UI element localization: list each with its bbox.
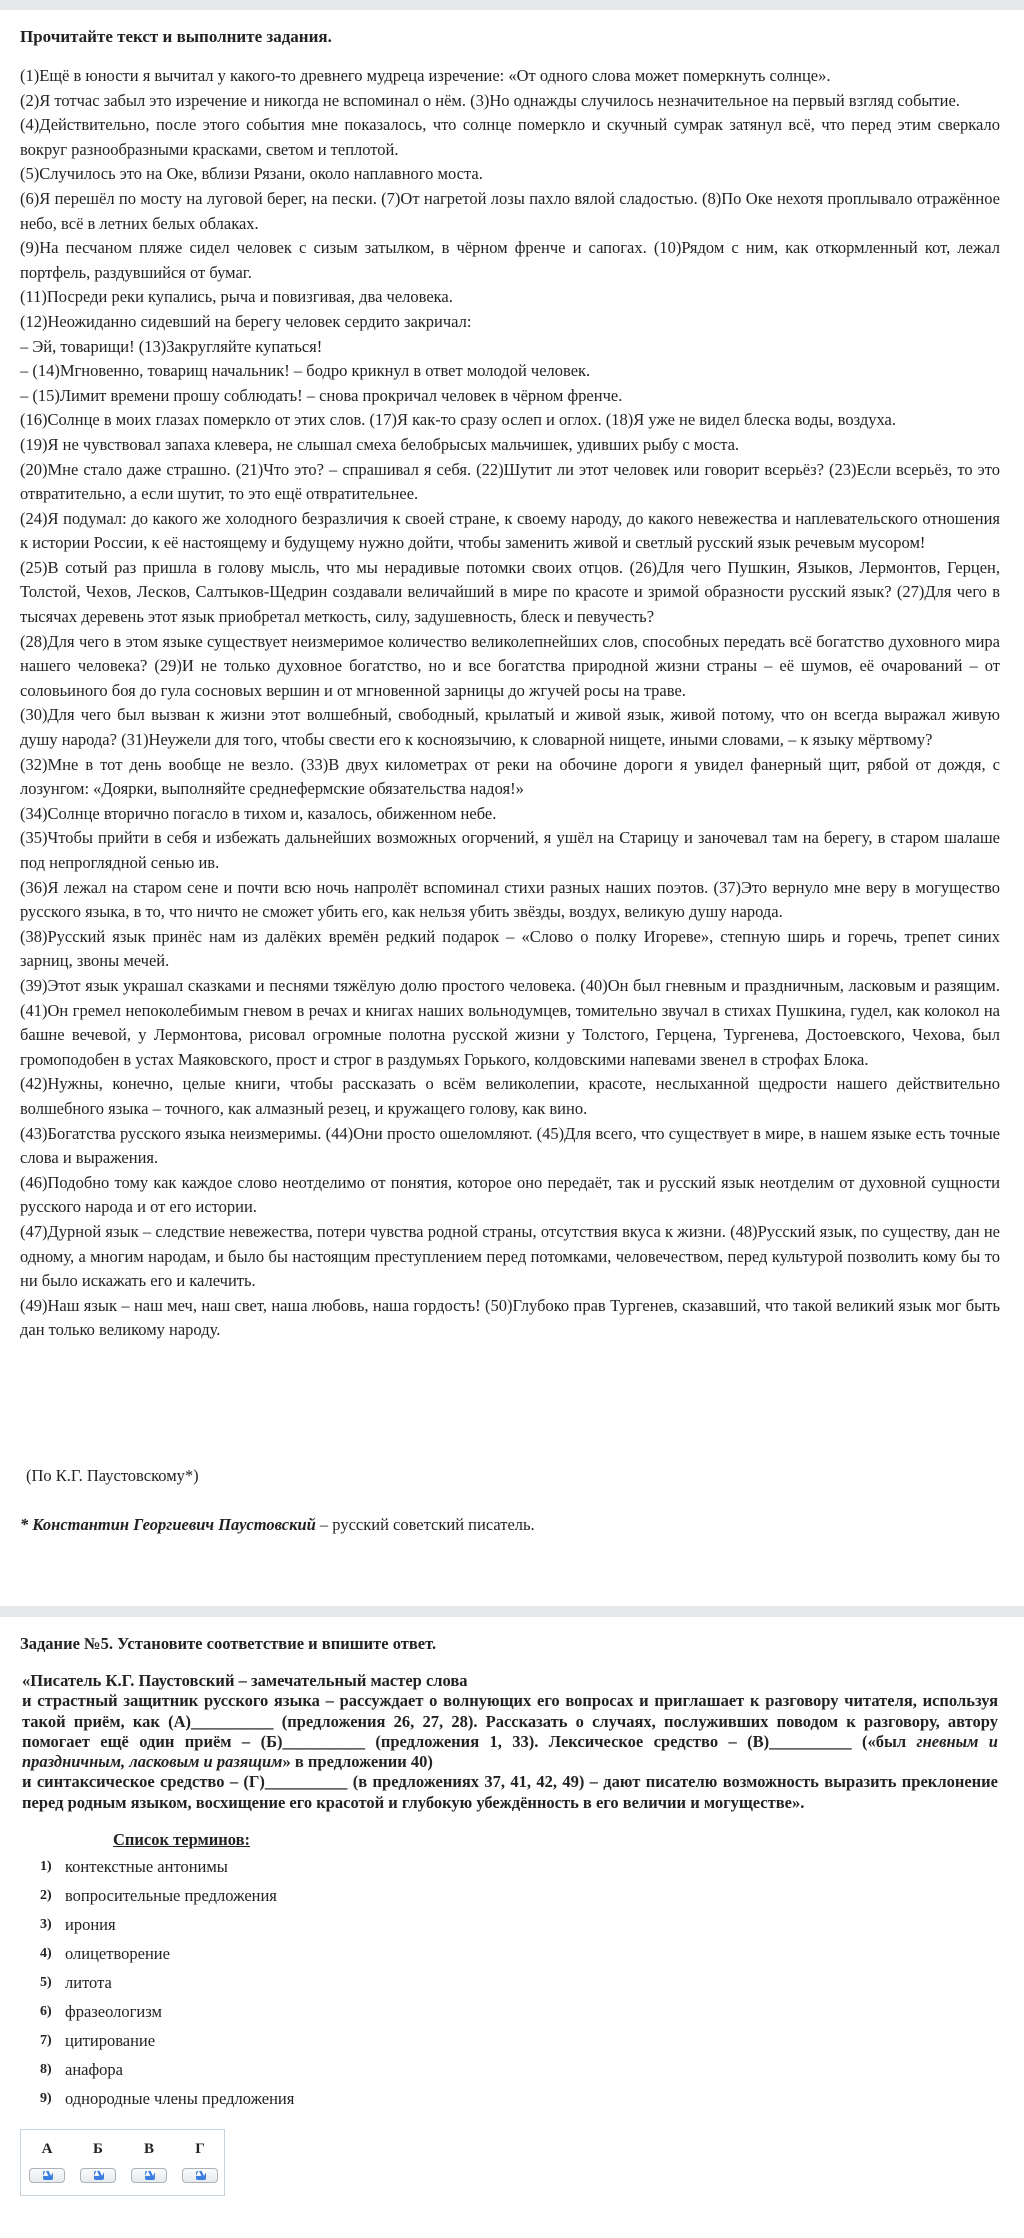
term-number: 8)	[40, 2062, 52, 2077]
answer-letter: А	[41, 2141, 53, 2157]
footnote	[20, 1515, 535, 1535]
text-paragraph: (2)Я тотчас забыл это изречение и никогда не вспоминал о нём. (3)Но однажды случилось незначительное на первый взгляд событие.	[20, 90, 960, 110]
text-paragraph: (5)Случилось это на Оке, вблизи Рязани, около наплавного моста.	[20, 164, 483, 184]
answer-letter: В	[143, 2141, 154, 2157]
text-paragraph: – (14)Мгновенно, товарищ начальник! – бодро крикнул в ответ молодой человек.	[20, 361, 591, 381]
answer-select[interactable]	[182, 2168, 218, 2183]
footnote-text: – русский советский писатель.	[315, 1515, 535, 1534]
text-paragraph: (28)Для чего в этом языке существует неизмеримое количество великолепнейших слов, способных передать всё богатство духовного мира нашего человека? (29)И не только духовное богатство, но и все богатства природной жизни страны – её шумов, её очарований – от соловьиного боя до гула сосновых вершин и от мгновенной зарницы до жгучей росы на траве.	[20, 631, 1000, 700]
term-label: фразеологизм	[65, 2002, 162, 2021]
term-label: литота	[65, 1973, 112, 1992]
term-item	[40, 1915, 294, 1944]
term-number: 1)	[40, 1859, 52, 1874]
term-number: 9)	[40, 2091, 52, 2106]
term-item	[40, 2060, 294, 2089]
term-item	[40, 2031, 294, 2060]
text-paragraph: – Эй, товарищи! (13)Закругляйте купаться!	[20, 336, 323, 356]
text-paragraph: (34)Солнце вторично погасло в тихом и, казалось, обиженном небе.	[20, 803, 497, 823]
text-paragraph: (49)Наш язык – наш меч, наш свет, наша любовь, наша гордость! (50)Глубоко прав Тургенев, сказавший, что такой великий язык мог быть дан только великому народу.	[20, 1295, 1000, 1340]
term-label: цитирование	[65, 2031, 156, 2050]
term-label: олицетворение	[65, 1944, 170, 1963]
term-label: однородные члены предложения	[65, 2089, 295, 2108]
task5-line-2-text: и страстный защитник русского языка – рассуждает о волнующих его вопросах и приглашает к разговору читателя, используя такой приём, как (А)__________ (предложения 26, 27, 28). Рассказать о случаях, послуживших поводом к разговору, автору помогает ещё один приём – (Б)__________ (предложения 1, 33). Лексическое средство – (В)__________ («был	[22, 1691, 998, 1751]
term-item	[40, 1944, 294, 1973]
reading-text	[20, 64, 1000, 1343]
task-header: Прочитайте текст и выполните задания.	[20, 27, 332, 46]
term-number: 5)	[40, 1975, 52, 1990]
text-paragraph: – (15)Лимит времени прошу соблюдать! – снова прокричал человек в чёрном френче.	[20, 385, 623, 405]
answer-select[interactable]	[80, 2168, 116, 2183]
term-number: 3)	[40, 1917, 52, 1932]
text-paragraph: (24)Я подумал: до какого же холодного безразличия к своей стране, к своему народу, до какого невежества и наплевательского отношения к истории России, к её настоящему и будущему нужно дойти, чтобы заменить живой и светлый русский язык речевым мусором!	[20, 508, 1000, 553]
task5-line-3: и синтаксическое средство – (Г)__________ (в предложениях 37, 41, 42, 49) – дают писателю возможность выразить преклонение перед родным языком, восхищение его красотой и глубокую убеждённость в его величии и могуществе».	[22, 1772, 998, 1812]
text-paragraph: (20)Мне стало даже страшно. (21)Что это? – спрашивал я себя. (22)Шутит ли этот человек или говорит всерьёз? (23)Если всерьёз, то это отвратительно, а если шутит, то это ещё отвратительнее.	[20, 459, 1000, 504]
text-paragraph: (25)В сотый раз пришла в голову мысль, что мы нерадивые потомки своих отцов. (26)Для чего Пушкин, Языков, Лермонтов, Герцен, Толстой, Чехов, Лесков, Салтыков-Щедрин создавали величайший в мире по красоте и зримой образности русский язык? (27)Для чего в тысячах деревень этот язык приобретал меткость, силу, задушевность, блеск и певучесть?	[20, 557, 1000, 627]
answer-column	[78, 2138, 118, 2183]
term-number: 4)	[40, 1946, 52, 1961]
text-paragraph: (12)Неожиданно сидевший на берегу человек сердито закричал:	[20, 311, 472, 331]
text-paragraph: (1)Ещё в юности я вычитал у какого-то древнего мудреца изречение: «От одного слова может померкнуть солнце».	[20, 66, 831, 85]
task5-line-2	[22, 1691, 998, 1772]
text-paragraph: (46)Подобно тому как каждое слово неотделимо от понятия, которое оно передаёт, так и русский язык неотделим от духовной сущности русского народа и от его истории.	[20, 1172, 1000, 1217]
text-paragraph: (35)Чтобы прийти в себя и избежать дальнейших возможных огорчений, я ушёл на Старицу и заночевал там на берегу, в старом шалаше под непроглядной сенью ив.	[20, 828, 1000, 872]
task5-line-1: «Писатель К.Г. Паустовский – замечательный мастер слова	[22, 1671, 468, 1690]
term-item	[40, 2002, 294, 2031]
text-paragraph: (11)Посреди реки купались, рыча и повизгивая, два человека.	[20, 287, 453, 307]
text-paragraph: (32)Мне в тот день вообще не везло. (33)В двух километрах от реки на обочине дороги я увидел фанерный щит, рябой от дождя, с лозунгом: «Доярки, выполняйте среднефермские обязательства надоя!»	[20, 754, 1000, 799]
text-paragraph: (43)Богатства русского языка неизмеримы. (44)Они просто ошеломляют. (45)Для всего, что существует в мире, в нашем языке есть точные слова и выражения.	[20, 1123, 1000, 1168]
answer-select[interactable]	[131, 2168, 167, 2183]
text-paragraph: (6)Я перешёл по мосту на луговой берег, на пески. (7)От нагретой лозы пахло вялой сладостью. (8)По Оке нехотя проплывало отражённое небо, всё в летних белых облаках.	[20, 188, 1000, 233]
updown-arrows-icon: ▲▼	[196, 2171, 206, 2180]
answer-letter: Г	[195, 2141, 205, 2157]
answer-select[interactable]	[29, 2168, 65, 2183]
term-label: контекстные антонимы	[65, 1857, 228, 1876]
term-number: 7)	[40, 2033, 52, 2048]
text-paragraph: (39)Этот язык украшал сказками и песнями тяжёлую долю простого человека. (40)Он был гневным и праздничным, ласковым и разящим. (41)Он гремел непоколебимым гневом в речах и книгах наших вольнодумцев, томительно звучал в стихах Пушкина, гудел, как колокол на башне вечевой, у Лермонтова, рисовал огромные полотна русской жизни у Толстого, Герцена, Тургенева, Достоевского, Чехова, был громоподобен в устах Маяковского, прост и строг в раздумьях Горького, колдовскими напевами звенел в строфах Блока.	[20, 975, 1000, 1069]
term-number: 6)	[40, 2004, 52, 2019]
footnote-author: * Константин Георгиевич Паустовский	[20, 1515, 316, 1534]
text-paragraph: (19)Я не чувствовал запаха клевера, не слышал смеха белобрысых мальчишек, удивших рыбу с моста.	[20, 434, 740, 454]
text-paragraph: (9)На песчаном пляже сидел человек с сизым затылком, в чёрном френче и сапогах. (10)Рядом с ним, как откормленный кот, лежал портфель, раздувшийся от бумаг.	[20, 238, 1000, 282]
task5-quote: гневным и праздничным, ласковым и разящим	[22, 1731, 998, 1772]
text-paragraph: (47)Дурной язык – следствие невежества, потери чувства родной страны, отсутствия вкуса к жизни. (48)Русский язык, по существу, дан не одному, а многим народам, и было бы настоящим преступлением перед потомками, человечеством, перед культурой позволить кому бы то ни было искажать его и калечить.	[20, 1221, 1000, 1291]
term-item	[40, 1857, 294, 1886]
text-paragraph: (4)Действительно, после этого события мне показалось, что солнце померкло и скучный сумрак затянул всё, что перед этим сверкало вокруг разнообразными красками, светом и теплотой.	[20, 115, 1000, 159]
answer-table	[20, 2129, 225, 2196]
term-item	[40, 2089, 294, 2118]
answer-column	[27, 2138, 67, 2183]
text-source: (По К.Г. Паустовскому*)	[26, 1466, 199, 1485]
task5-statement	[22, 1671, 998, 1813]
text-paragraph: (42)Нужны, конечно, целые книги, чтобы рассказать о всём великолепии, красоте, неслыханной щедрости нашего действительно волшебного языка – точного, как алмазный резец, и кружащего голову, как вино.	[20, 1074, 1000, 1118]
term-number: 2)	[40, 1888, 52, 1903]
terms-list	[40, 1857, 294, 2118]
answer-column	[129, 2138, 169, 2183]
top-bar	[0, 0, 1024, 10]
answer-letter: Б	[93, 2141, 103, 2157]
task5-line-2-end: » в предложении 40)	[282, 1752, 433, 1772]
answer-column	[180, 2138, 220, 2183]
term-item	[40, 1886, 294, 1915]
updown-arrows-icon: ▲▼	[145, 2171, 155, 2180]
text-paragraph: (16)Солнце в моих глазах померкло от этих слов. (17)Я как-то сразу ослеп и оглох. (18)Я уже не видел блеска воды, воздуха.	[20, 410, 896, 430]
updown-arrows-icon: ▲▼	[43, 2171, 53, 2180]
section-divider	[0, 1606, 1024, 1617]
text-paragraph: (36)Я лежал на старом сене и почти всю ночь напролёт вспоминал стихи разных наших поэтов. (37)Это вернуло мне веру в могущество русского языка, в то, что ничто не сможет убить его, как нельзя убить звёзды, воздух, великую душу народа.	[20, 877, 1000, 922]
term-label: ирония	[65, 1915, 116, 1934]
updown-arrows-icon: ▲▼	[94, 2171, 104, 2180]
term-item	[40, 1973, 294, 2002]
terms-title: Список терминов:	[113, 1830, 250, 1849]
task5-title: Задание №5. Установите соответствие и впишите ответ.	[20, 1634, 437, 1653]
text-paragraph: (30)Для чего был вызван к жизни этот волшебный, свободный, крылатый и живой язык, живой потому, что он всегда выражал живую душу народа? (31)Неужели для того, чтобы свести его к косноязычию, к словарной нищете, иными словами, – к языку мёртвому?	[20, 705, 1000, 750]
term-label: анафора	[65, 2060, 123, 2079]
text-paragraph: (38)Русский язык принёс нам из далёких времён редкий подарок – «Слово о полку Игореве», степную ширь и горечь, трепет синих зарниц, звоны мечей.	[20, 926, 1000, 971]
term-label: вопросительные предложения	[65, 1886, 277, 1905]
